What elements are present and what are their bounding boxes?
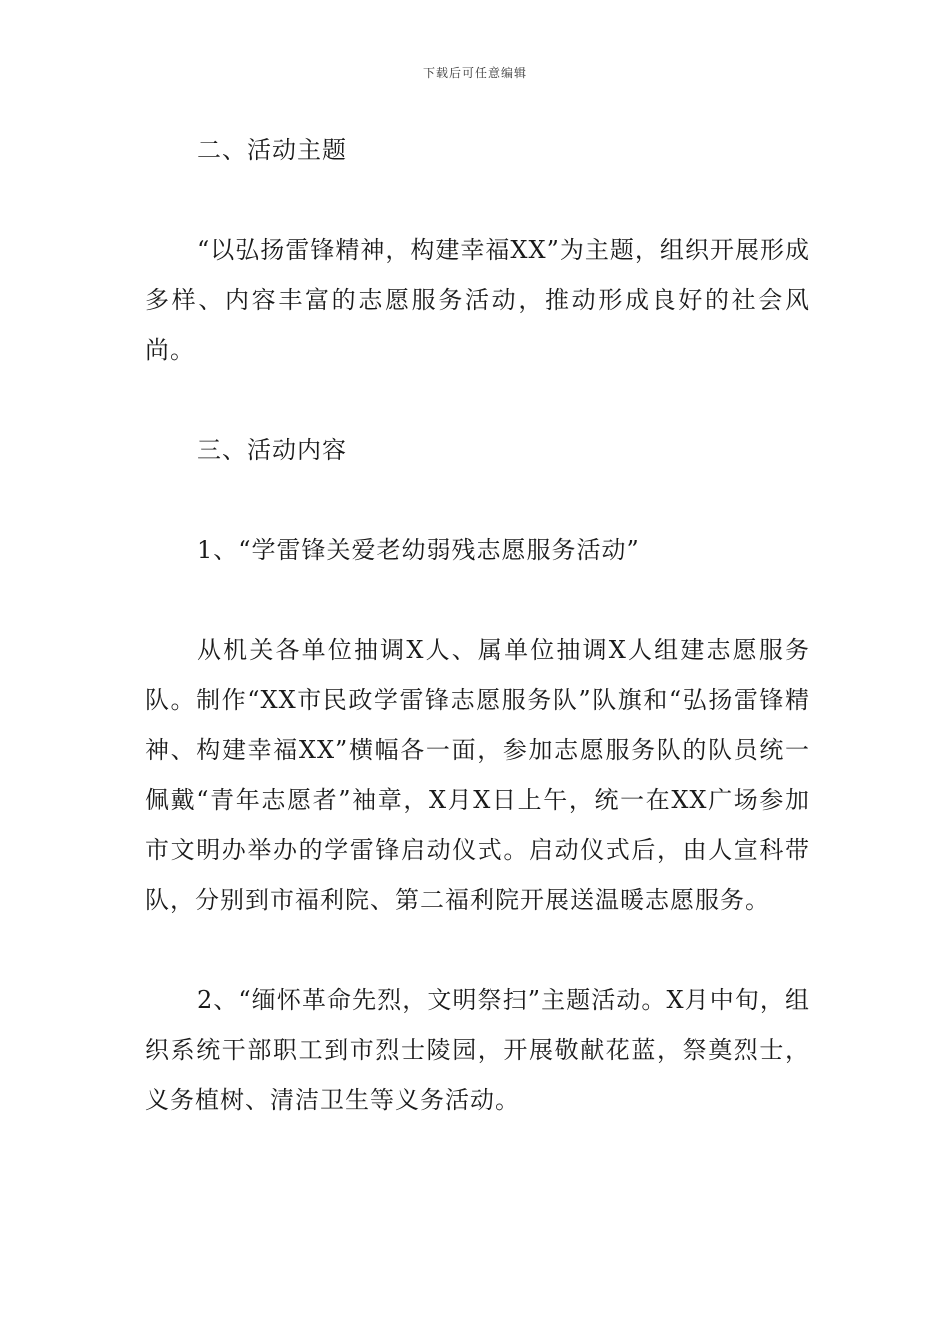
- section2-heading: 二、活动主题: [197, 136, 347, 164]
- header-note: 下载后可任意编辑: [422, 66, 527, 80]
- section2-paragraph: “以弘扬雷锋精神，构建幸福XX”为主题，组织开展形成多样、内容丰富的志愿服务活动，推动形成良好的社会风尚。: [145, 236, 810, 364]
- document-body: [145, 125, 810, 1125]
- spacer: [145, 925, 810, 975]
- item1-paragraph: 从机关各单位抽调X人、属单位抽调X人组建志愿服务队。制作“XX市民政学雷锋志愿服务队”队旗和“弘扬雷锋精神、构建幸福XX”横幅各一面，参加志愿服务队的队员统一佩戴“青年志愿者”袖章，X月X日上午，统一在XX广场参加市文明办举办的学雷锋启动仪式。启动仪式后，由人宣科带队，分别到市福利院、第二福利院开展送温暖志愿服务。: [145, 636, 810, 914]
- section3-heading: 三、活动内容: [197, 436, 347, 464]
- spacer: [145, 475, 810, 525]
- item1-heading: 1、“学雷锋关爱老幼弱残志愿服务活动”: [197, 536, 640, 564]
- spacer: [145, 175, 810, 225]
- item2-paragraph: 2、“缅怀革命先烈，文明祭扫”主题活动。X月中旬，组织系统干部职工到市烈士陵园，开展敬献花蓝，祭奠烈士，义务植树、清洁卫生等义务活动。: [145, 986, 810, 1114]
- spacer: [145, 375, 810, 425]
- spacer: [145, 575, 810, 625]
